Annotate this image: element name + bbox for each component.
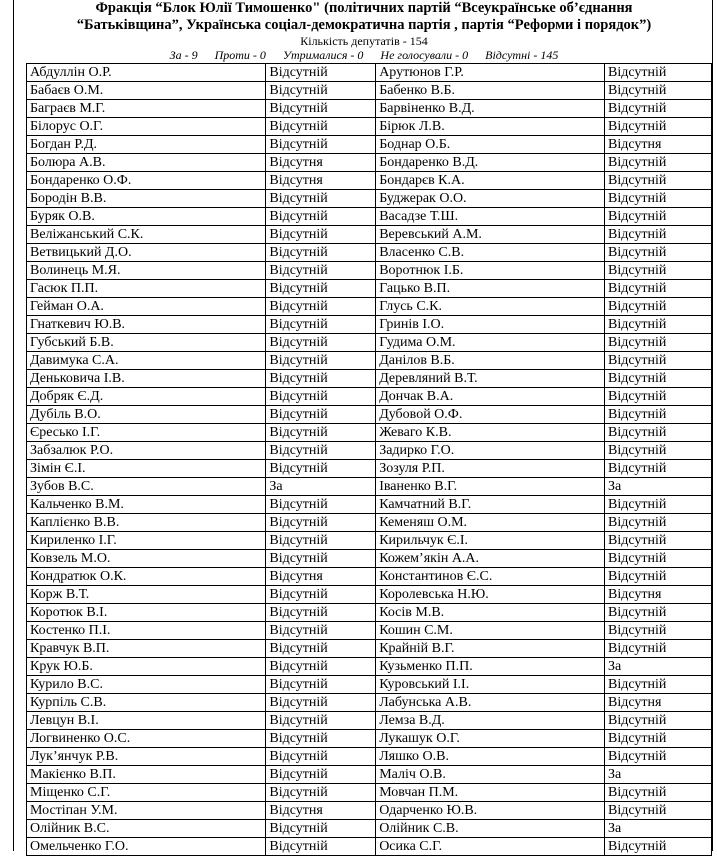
vote-result: Відсутній bbox=[266, 316, 376, 334]
vote-result: Відсутній bbox=[266, 694, 376, 712]
table-row bbox=[27, 316, 712, 334]
vote-result: Відсутній bbox=[266, 658, 376, 676]
vote-result: Відсутній bbox=[605, 280, 712, 298]
deputy-name: Камчатний В.Г. bbox=[376, 496, 605, 514]
deputy-name: Зозуля Р.П. bbox=[376, 460, 605, 478]
deputy-name: Кожем’якін А.А. bbox=[376, 550, 605, 568]
vote-result: Відсутній bbox=[266, 334, 376, 352]
vote-result: Відсутній bbox=[266, 766, 376, 784]
faction-title-line2: “Батьківщина”, Українська соціал-демократична партія , партія “Реформи і порядок”) bbox=[76, 17, 652, 33]
vote-result: Відсутній bbox=[266, 298, 376, 316]
page-frame bbox=[13, 0, 713, 854]
vote-result: Відсутній bbox=[605, 442, 712, 460]
vote-result: Відсутній bbox=[266, 622, 376, 640]
deputy-name: Дончак В.А. bbox=[376, 388, 605, 406]
deputy-name: Курпіль С.В. bbox=[27, 694, 266, 712]
vote-result: Відсутній bbox=[605, 208, 712, 226]
vote-result: Відсутній bbox=[605, 802, 712, 820]
vote-result: Відсутній bbox=[266, 712, 376, 730]
vote-result: Відсутній bbox=[266, 100, 376, 118]
table-row bbox=[27, 514, 712, 532]
deputy-name: Маліч О.В. bbox=[376, 766, 605, 784]
deputy-name: Зубов В.С. bbox=[27, 478, 266, 496]
deputy-name: Лабунська А.В. bbox=[376, 694, 605, 712]
vote-result: Відсутній bbox=[605, 730, 712, 748]
deputy-name: Барвіненко В.Д. bbox=[376, 100, 605, 118]
deputy-name: Губський Б.В. bbox=[27, 334, 266, 352]
vote-result: Відсутній bbox=[266, 226, 376, 244]
stat-vidsutni: Відсутні - 145 bbox=[485, 48, 559, 62]
deputy-name: Ковзель М.О. bbox=[27, 550, 266, 568]
deputy-name: Гасюк П.П. bbox=[27, 280, 266, 298]
deputy-name: Добряк Є.Д. bbox=[27, 388, 266, 406]
deputy-name: Макієнко В.П. bbox=[27, 766, 266, 784]
vote-result: Відсутній bbox=[266, 460, 376, 478]
table-row bbox=[27, 802, 712, 820]
deputy-name: Бабенко В.Б. bbox=[376, 82, 605, 100]
vote-result: Відсутній bbox=[605, 568, 712, 586]
deputy-name: Іваненко В.Г. bbox=[376, 478, 605, 496]
deputy-name: Корж В.Т. bbox=[27, 586, 266, 604]
vote-result: Відсутній bbox=[605, 460, 712, 478]
vote-result: Відсутній bbox=[266, 244, 376, 262]
stat-proty: Проти - 0 bbox=[214, 48, 266, 62]
table-row bbox=[27, 136, 712, 154]
vote-result: За bbox=[605, 478, 712, 496]
deputy-name: Крук Ю.Б. bbox=[27, 658, 266, 676]
deputies-count: Кількість депутатів - 154 bbox=[300, 34, 428, 48]
vote-result: Відсутній bbox=[605, 298, 712, 316]
vote-result: За bbox=[605, 820, 712, 838]
deputy-name: Веревський А.М. bbox=[376, 226, 605, 244]
deputy-name: Глусь С.К. bbox=[376, 298, 605, 316]
deputy-name: Кравчук В.П. bbox=[27, 640, 266, 658]
deputy-name: Кирильчук Є.І. bbox=[376, 532, 605, 550]
vote-result: Відсутній bbox=[605, 334, 712, 352]
vote-result: Відсутній bbox=[266, 838, 376, 856]
deputy-name: Гринів І.О. bbox=[376, 316, 605, 334]
vote-result: Відсутній bbox=[605, 514, 712, 532]
deputy-name: Веліжанський С.К. bbox=[27, 226, 266, 244]
table-row bbox=[27, 64, 712, 82]
deputy-name: Омельченко Г.О. bbox=[27, 838, 266, 856]
table-row bbox=[27, 838, 712, 856]
deputy-name: Бондаренко О.Ф. bbox=[27, 172, 266, 190]
deputy-name: Кеменяш О.М. bbox=[376, 514, 605, 532]
vote-result: Відсутній bbox=[605, 154, 712, 172]
deputy-name: Зімін Є.І. bbox=[27, 460, 266, 478]
vote-table bbox=[26, 63, 712, 856]
vote-result: За bbox=[605, 766, 712, 784]
table-row bbox=[27, 190, 712, 208]
table-row bbox=[27, 568, 712, 586]
vote-result: Відсутній bbox=[266, 532, 376, 550]
vote-result: Відсутній bbox=[266, 280, 376, 298]
deputy-name: Болюра А.В. bbox=[27, 154, 266, 172]
deputy-name: Кузьменко П.П. bbox=[376, 658, 605, 676]
table-row bbox=[27, 172, 712, 190]
deputy-name: Кириленко І.Г. bbox=[27, 532, 266, 550]
table-row bbox=[27, 820, 712, 838]
faction-title-line1: Фракція “Блок Юлії Тимошенко" (політичних партій “Всеукраїнське об’єднання bbox=[95, 0, 633, 16]
table-row bbox=[27, 730, 712, 748]
vote-result: За bbox=[605, 658, 712, 676]
vote-result: Відсутній bbox=[266, 514, 376, 532]
vote-result: Відсутній bbox=[266, 388, 376, 406]
vote-result: Відсутній bbox=[605, 532, 712, 550]
deputy-name: Абдуллін О.Р. bbox=[27, 64, 266, 82]
vote-result: Відсутній bbox=[266, 64, 376, 82]
vote-result: Відсутній bbox=[605, 316, 712, 334]
vote-result: Відсутній bbox=[605, 82, 712, 100]
deputy-name: Дубіль В.О. bbox=[27, 406, 266, 424]
vote-result: Відсутній bbox=[266, 676, 376, 694]
vote-result: Відсутній bbox=[605, 64, 712, 82]
vote-result: Відсутній bbox=[266, 190, 376, 208]
vote-result: Відсутній bbox=[605, 406, 712, 424]
table-row bbox=[27, 496, 712, 514]
table-row bbox=[27, 100, 712, 118]
deputy-name: Косів М.В. bbox=[376, 604, 605, 622]
deputy-name: Жеваго К.В. bbox=[376, 424, 605, 442]
deputy-name: Одарченко Ю.В. bbox=[376, 802, 605, 820]
table-row bbox=[27, 784, 712, 802]
deputy-name: Буджерак О.О. bbox=[376, 190, 605, 208]
deputy-name: Логвиненко О.С. bbox=[27, 730, 266, 748]
deputy-name: Деньковича І.В. bbox=[27, 370, 266, 388]
deputy-name: Бородін В.В. bbox=[27, 190, 266, 208]
table-row bbox=[27, 712, 712, 730]
table-row bbox=[27, 352, 712, 370]
vote-result: Відсутня bbox=[266, 802, 376, 820]
vote-result: Відсутній bbox=[266, 748, 376, 766]
deputy-name: Осика С.Г. bbox=[376, 838, 605, 856]
vote-result: Відсутній bbox=[266, 496, 376, 514]
deputy-name: Бабаєв О.М. bbox=[27, 82, 266, 100]
vote-result: Відсутня bbox=[266, 568, 376, 586]
vote-result: Відсутній bbox=[605, 172, 712, 190]
table-row bbox=[27, 208, 712, 226]
vote-result: За bbox=[266, 478, 376, 496]
table-row bbox=[27, 604, 712, 622]
table-row bbox=[27, 406, 712, 424]
deputy-name: Задирко Г.О. bbox=[376, 442, 605, 460]
vote-result: Відсутній bbox=[266, 406, 376, 424]
vote-result: Відсутній bbox=[266, 352, 376, 370]
vote-result: Відсутній bbox=[266, 604, 376, 622]
vote-table-body bbox=[27, 64, 712, 856]
vote-result: Відсутній bbox=[605, 118, 712, 136]
deputy-name: Каплієнко В.В. bbox=[27, 514, 266, 532]
vote-result: Відсутній bbox=[605, 388, 712, 406]
deputy-name: Баграєв М.Г. bbox=[27, 100, 266, 118]
deputy-name: Олійник С.В. bbox=[376, 820, 605, 838]
deputy-name: Бондарєв К.А. bbox=[376, 172, 605, 190]
table-row bbox=[27, 640, 712, 658]
deputy-name: Деревляний В.Т. bbox=[376, 370, 605, 388]
vote-result: Відсутня bbox=[605, 694, 712, 712]
deputy-name: Буряк О.В. bbox=[27, 208, 266, 226]
deputy-name: Бірюк Л.В. bbox=[376, 118, 605, 136]
deputy-name: Королевська Н.Ю. bbox=[376, 586, 605, 604]
vote-result: Відсутній bbox=[605, 640, 712, 658]
table-row bbox=[27, 388, 712, 406]
table-row bbox=[27, 82, 712, 100]
vote-result: Відсутній bbox=[605, 604, 712, 622]
vote-result: Відсутній bbox=[605, 244, 712, 262]
vote-result: Відсутня bbox=[266, 172, 376, 190]
document-header bbox=[14, 0, 714, 62]
vote-result: Відсутній bbox=[605, 784, 712, 802]
table-row bbox=[27, 280, 712, 298]
deputy-name: Білорус О.Г. bbox=[27, 118, 266, 136]
deputy-name: Гейман О.А. bbox=[27, 298, 266, 316]
stat-za: За - 9 bbox=[169, 48, 198, 62]
deputy-name: Мостіпан У.М. bbox=[27, 802, 266, 820]
deputy-name: Лук’янчук Р.В. bbox=[27, 748, 266, 766]
vote-result: Відсутній bbox=[266, 550, 376, 568]
deputy-name: Кондратюк О.К. bbox=[27, 568, 266, 586]
table-row bbox=[27, 226, 712, 244]
deputy-name: Левцун В.І. bbox=[27, 712, 266, 730]
vote-result: Відсутній bbox=[605, 712, 712, 730]
vote-result: Відсутня bbox=[266, 154, 376, 172]
deputy-name: Богдан Р.Д. bbox=[27, 136, 266, 154]
vote-result: Відсутній bbox=[605, 748, 712, 766]
vote-result: Відсутній bbox=[605, 676, 712, 694]
deputy-name: Крайній В.Г. bbox=[376, 640, 605, 658]
deputy-name: Єресько І.Г. bbox=[27, 424, 266, 442]
stat-ne-golosuvaly: Не голосували - 0 bbox=[380, 48, 469, 62]
deputy-name: Давимука С.А. bbox=[27, 352, 266, 370]
vote-result: Відсутній bbox=[266, 262, 376, 280]
vote-result: Відсутній bbox=[266, 784, 376, 802]
vote-result: Відсутній bbox=[605, 262, 712, 280]
deputy-name: Мовчан П.М. bbox=[376, 784, 605, 802]
deputy-name: Васадзе Т.Ш. bbox=[376, 208, 605, 226]
deputy-name: Міщенко С.Г. bbox=[27, 784, 266, 802]
vote-result: Відсутній bbox=[266, 136, 376, 154]
deputy-name: Олійник В.С. bbox=[27, 820, 266, 838]
deputy-name: Дубовой О.Ф. bbox=[376, 406, 605, 424]
table-row bbox=[27, 460, 712, 478]
table-row bbox=[27, 532, 712, 550]
deputy-name: Лукашук О.Г. bbox=[376, 730, 605, 748]
table-row bbox=[27, 262, 712, 280]
deputy-name: Волинець М.Я. bbox=[27, 262, 266, 280]
table-row bbox=[27, 154, 712, 172]
vote-result: Відсутній bbox=[266, 82, 376, 100]
table-row bbox=[27, 586, 712, 604]
deputy-name: Ляшко О.В. bbox=[376, 748, 605, 766]
deputy-name: Лемза В.Д. bbox=[376, 712, 605, 730]
vote-result: Відсутній bbox=[605, 496, 712, 514]
deputy-name: Кальченко В.М. bbox=[27, 496, 266, 514]
deputy-name: Власенко С.В. bbox=[376, 244, 605, 262]
vote-result: Відсутній bbox=[605, 838, 712, 856]
deputy-name: Курило В.С. bbox=[27, 676, 266, 694]
deputy-name: Бондаренко В.Д. bbox=[376, 154, 605, 172]
deputy-name: Боднар О.Б. bbox=[376, 136, 605, 154]
table-row bbox=[27, 658, 712, 676]
vote-result: Відсутній bbox=[266, 370, 376, 388]
table-row bbox=[27, 244, 712, 262]
table-row bbox=[27, 694, 712, 712]
table-row bbox=[27, 370, 712, 388]
vote-result: Відсутній bbox=[605, 370, 712, 388]
vote-result: Відсутній bbox=[605, 100, 712, 118]
table-row bbox=[27, 766, 712, 784]
deputy-name: Гнаткевич Ю.В. bbox=[27, 316, 266, 334]
vote-result: Відсутній bbox=[266, 586, 376, 604]
vote-result: Відсутній bbox=[605, 352, 712, 370]
deputy-name: Забзалюк Р.О. bbox=[27, 442, 266, 460]
vote-result: Відсутній bbox=[266, 442, 376, 460]
vote-result: Відсутній bbox=[266, 424, 376, 442]
vote-stats bbox=[14, 48, 714, 62]
vote-result: Відсутній bbox=[266, 118, 376, 136]
vote-result: Відсутній bbox=[605, 226, 712, 244]
vote-result: Відсутній bbox=[605, 424, 712, 442]
deputy-name: Арутюнов Г.Р. bbox=[376, 64, 605, 82]
table-row bbox=[27, 118, 712, 136]
deputy-name: Ветвицький Д.О. bbox=[27, 244, 266, 262]
table-row bbox=[27, 478, 712, 496]
table-row bbox=[27, 334, 712, 352]
vote-result: Відсутній bbox=[266, 208, 376, 226]
deputy-name: Коротюк В.І. bbox=[27, 604, 266, 622]
vote-result: Відсутній bbox=[605, 550, 712, 568]
vote-result: Відсутній bbox=[266, 730, 376, 748]
table-row bbox=[27, 424, 712, 442]
table-row bbox=[27, 676, 712, 694]
table-row bbox=[27, 550, 712, 568]
deputy-name: Куровський І.І. bbox=[376, 676, 605, 694]
deputy-name: Константинов Є.С. bbox=[376, 568, 605, 586]
deputy-name: Кошин С.М. bbox=[376, 622, 605, 640]
deputy-name: Гудима О.М. bbox=[376, 334, 605, 352]
vote-result: Відсутній bbox=[605, 190, 712, 208]
vote-result: Відсутній bbox=[605, 622, 712, 640]
deputy-name: Данілов В.Б. bbox=[376, 352, 605, 370]
table-row bbox=[27, 622, 712, 640]
table-row bbox=[27, 298, 712, 316]
deputy-name: Гацько В.П. bbox=[376, 280, 605, 298]
table-row bbox=[27, 442, 712, 460]
stat-utrymalys: Утрималися - 0 bbox=[282, 48, 364, 62]
vote-result: Відсутній bbox=[266, 820, 376, 838]
deputy-name: Костенко П.І. bbox=[27, 622, 266, 640]
vote-result: Відсутній bbox=[266, 640, 376, 658]
table-row bbox=[27, 748, 712, 766]
vote-result: Відсутня bbox=[605, 586, 712, 604]
deputy-name: Воротнюк І.Б. bbox=[376, 262, 605, 280]
vote-result: Відсутня bbox=[605, 136, 712, 154]
